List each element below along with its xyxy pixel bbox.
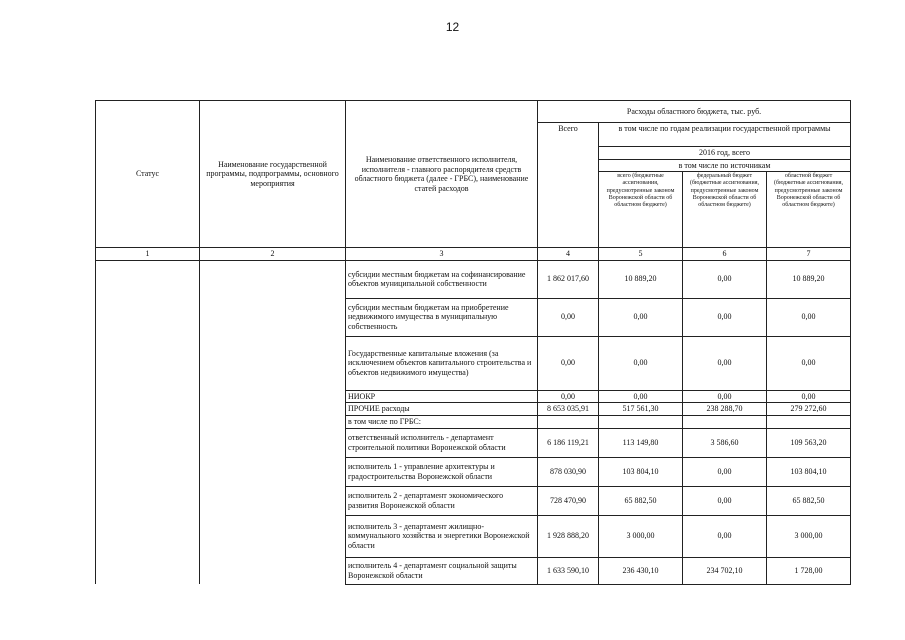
cell-col5: 113 149,80	[599, 428, 683, 457]
header-executor: Наименование ответственного исполнителя, исполнителя - главного распорядителя средств областного бюджета (далее - ГРБС), наименование статей расходов	[346, 101, 538, 248]
header-by-years: в том числе по годам реализации государственной программы	[599, 123, 851, 147]
col-number: 3	[346, 248, 538, 261]
cell-col7: 279 272,60	[767, 403, 851, 416]
cell-total: 0,00	[538, 298, 599, 336]
cell-col5: 0,00	[599, 298, 683, 336]
cell-col7: 109 563,20	[767, 428, 851, 457]
cell-col5	[599, 415, 683, 428]
cell-total: 1 928 888,20	[538, 515, 599, 557]
row-label: в том числе по ГРБС:	[346, 415, 538, 428]
cell-total: 728 470,90	[538, 486, 599, 515]
cell-col6: 0,00	[683, 486, 767, 515]
row-label: исполнитель 2 - департамент экономического развития Воронежской области	[346, 486, 538, 515]
cell-col7: 65 882,50	[767, 486, 851, 515]
cell-col5: 3 000,00	[599, 515, 683, 557]
budget-table	[95, 100, 851, 585]
col-number: 2	[200, 248, 346, 261]
cell-col6: 234 702,10	[683, 557, 767, 584]
cell-col5: 0,00	[599, 336, 683, 390]
cell-col6: 3 586,60	[683, 428, 767, 457]
cell-col5: 103 804,10	[599, 457, 683, 486]
table-row	[96, 260, 851, 298]
row-label: исполнитель 3 - департамент жилищно-коммунального хозяйства и энергетики Воронежской области	[346, 515, 538, 557]
header-year-total: 2016 год, всего	[599, 147, 851, 160]
col-number: 4	[538, 248, 599, 261]
program-cell	[200, 260, 346, 584]
cell-total: 1 862 017,60	[538, 260, 599, 298]
header-program: Наименование государственной программы, подпрограммы, основного мероприятия	[200, 101, 346, 248]
header-expenses: Расходы областного бюджета, тыс. руб.	[538, 101, 851, 123]
cell-col7: 103 804,10	[767, 457, 851, 486]
row-label: исполнитель 1 - управление архитектуры и градостроительства Воронежской области	[346, 457, 538, 486]
row-label: НИОКР	[346, 390, 538, 403]
cell-col7: 0,00	[767, 336, 851, 390]
header-col6: федеральный бюджет (бюджетные ассигнования, предусмотренные законом Воронежской области об областном бюджете)	[683, 172, 767, 248]
cell-col6: 0,00	[683, 260, 767, 298]
cell-total: 6 186 119,21	[538, 428, 599, 457]
col-number: 5	[599, 248, 683, 261]
row-label: исполнитель 4 - департамент социальной защиты Воронежской области	[346, 557, 538, 584]
cell-col6	[683, 415, 767, 428]
cell-col5: 65 882,50	[599, 486, 683, 515]
cell-col7	[767, 415, 851, 428]
cell-col7: 10 889,20	[767, 260, 851, 298]
cell-col5: 0,00	[599, 390, 683, 403]
header-col7: областной бюджет (бюджетные ассигнования, предусмотренные законом Воронежской области об областном бюджете)	[767, 172, 851, 248]
cell-col6: 0,00	[683, 390, 767, 403]
cell-col6: 238 288,70	[683, 403, 767, 416]
cell-total: 878 030,90	[538, 457, 599, 486]
cell-col7: 3 000,00	[767, 515, 851, 557]
status-cell	[96, 260, 200, 584]
header-col5: всего (бюджетные ассигнования, предусмотренные законом Воронежской области об областном бюджете)	[599, 172, 683, 248]
row-label: субсидии местным бюджетам на приобретение недвижимого имущества в муниципальную собственность	[346, 298, 538, 336]
cell-col7: 1 728,00	[767, 557, 851, 584]
header-status: Статус	[96, 101, 200, 248]
header-total: Всего	[538, 123, 599, 248]
row-label: субсидии местным бюджетам на софинансирование объектов муниципальной собственности	[346, 260, 538, 298]
cell-total: 8 653 035,91	[538, 403, 599, 416]
page-number: 12	[445, 20, 460, 34]
cell-col5: 10 889,20	[599, 260, 683, 298]
cell-col6: 0,00	[683, 515, 767, 557]
col-number: 6	[683, 248, 767, 261]
cell-col5: 236 430,10	[599, 557, 683, 584]
cell-col7: 0,00	[767, 390, 851, 403]
cell-total: 0,00	[538, 336, 599, 390]
cell-total: 1 633 590,10	[538, 557, 599, 584]
cell-col5: 517 561,30	[599, 403, 683, 416]
cell-col6: 0,00	[683, 298, 767, 336]
cell-total: 0,00	[538, 390, 599, 403]
header-by-sources: в том числе по источникам	[599, 159, 851, 172]
col-number: 1	[96, 248, 200, 261]
cell-col6: 0,00	[683, 457, 767, 486]
cell-col6: 0,00	[683, 336, 767, 390]
col-number: 7	[767, 248, 851, 261]
cell-col7: 0,00	[767, 298, 851, 336]
row-label: ПРОЧИЕ расходы	[346, 403, 538, 416]
row-label: Государственные капитальные вложения (за исключением объектов капитального строительства и объектов недвижимого имущества)	[346, 336, 538, 390]
row-label: ответственный исполнитель - департамент строительной политики Воронежской области	[346, 428, 538, 457]
cell-total	[538, 415, 599, 428]
